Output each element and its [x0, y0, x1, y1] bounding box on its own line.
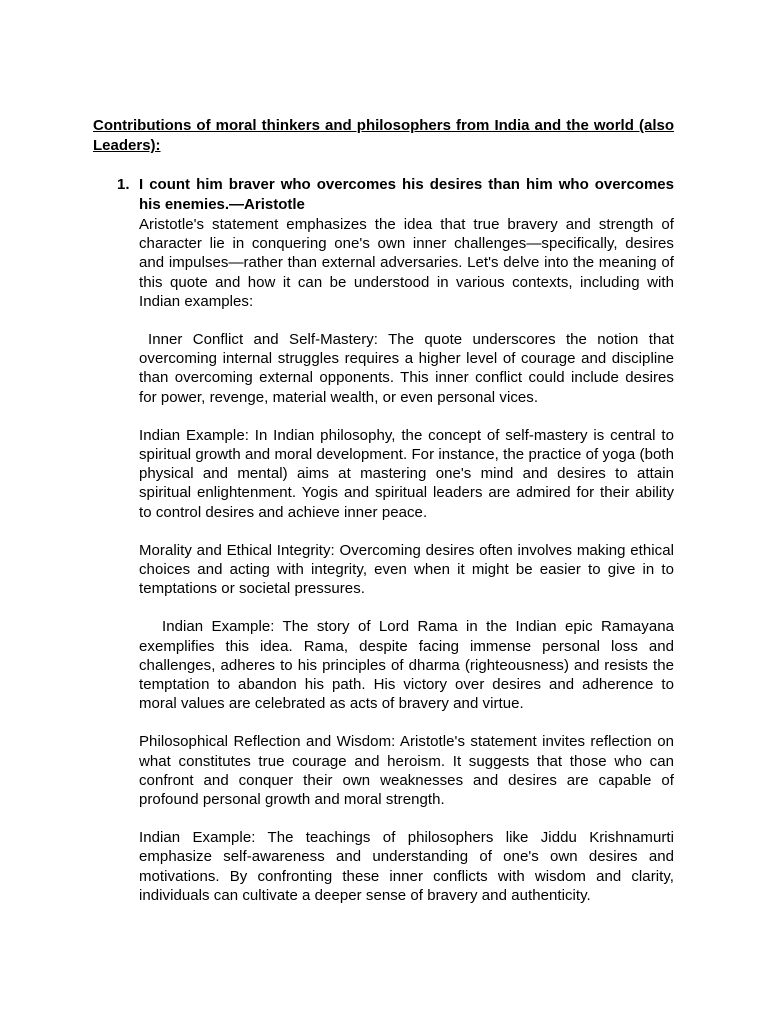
paragraph-philosophical-reflection: Philosophical Reflection and Wisdom: Aristotle's statement invites reflection on what constitutes true courage and heroism. It suggests that those who can confront and conquer their own weaknesses and desires are capable of profound personal growth and moral strength. — [139, 733, 674, 809]
paragraph-indian-example-krishnamurti: Indian Example: The teachings of philosophers like Jiddu Krishnamurti emphasize self-awareness and understanding of one's own desires and motivations. By confronting these inner conflicts with wisdom and clarity, individuals can cultivate a deeper sense of bravery and authenticity. — [139, 829, 674, 904]
paragraph-morality: Morality and Ethical Integrity: Overcoming desires often involves making ethical choices and acting with integrity, even when it might be easier to give in to temptations or societal pressures. — [139, 541, 674, 598]
paragraph-inner-conflict: Inner Conflict and Self-Mastery: The quote underscores the notion that overcoming internal struggles requires a higher level of courage and discipline than overcoming external opponents. This inner conflict could include desires for power, revenge, material wealth, or even personal vices. — [139, 331, 674, 406]
list-item — [139, 175, 674, 924]
paragraph-indian-example-rama: Indian Example: The story of Lord Rama in the Indian epic Ramayana exemplifies this idea. Rama, despite facing immense personal loss and challenges, adheres to his principles of dharma (righteousness) and resists the temptation to abandon his path. His victory over desires and adherence to moral values are celebrated as acts of bravery and virtue. — [139, 618, 674, 713]
paragraph-indian-example-yoga: Indian Example: In Indian philosophy, the concept of self-mastery is central to spiritual growth and moral development. For instance, the practice of yoga (both physical and mental) aims at mastering one's mind and desires to attain spiritual enlightenment. Yogis and spiritual leaders are admired for their ability to control desires and achieve inner peace. — [139, 426, 674, 521]
quote-text: I count him braver who overcomes his desires than him who overcomes his enemies.—Aristotle — [139, 176, 674, 213]
section-heading: Contributions of moral thinkers and philosophers from India and the world (also Leaders): — [93, 117, 674, 154]
list-item-number: 1. — [117, 176, 130, 193]
paragraph-intro: Aristotle's statement emphasizes the idea that true bravery and strength of character lie in conquering one's own inner challenges—specifically, desires and impulses—rather than external adversaries. Let's delve into the meaning of this quote and how it can be understood in various contexts, including with Indian examples: — [139, 216, 674, 310]
